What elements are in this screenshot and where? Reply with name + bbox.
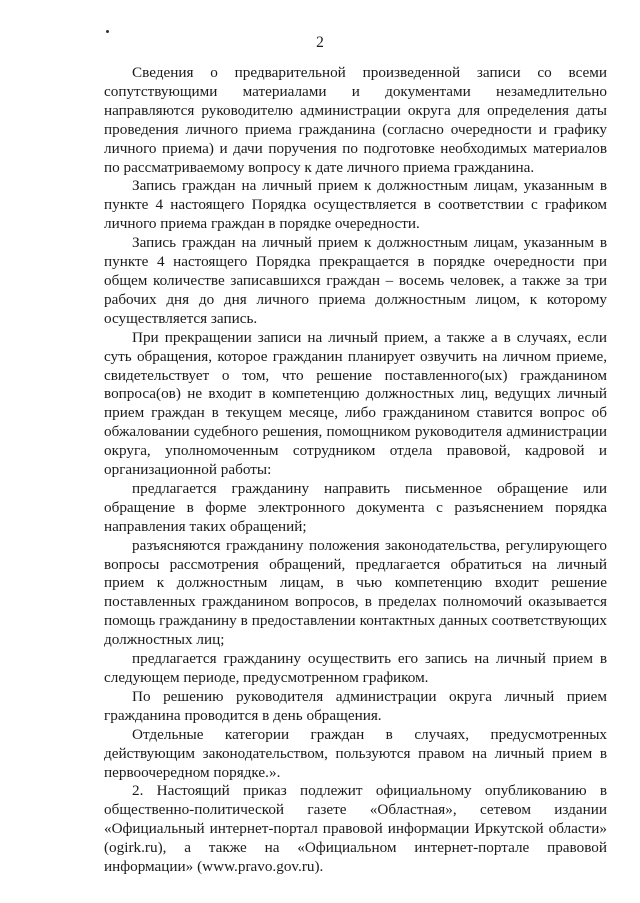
paragraph-next-period: предлагается гражданину осуществить его запись на личный прием в следующем периоде, предусмотренном графиком. — [104, 650, 607, 686]
paragraph-record-info: Сведения о предварительной произведенной записи со всеми сопутствующими материалами и документами незамедлительно направляются руководителю администрации округа для определения даты проведения личного приема гражданина (согласно очередности и графику личного приема) и дачи поручения по подготовке необходимых материалов по рассматриваемому вопросу к дате личного приема гражданина. — [104, 64, 607, 176]
paragraph-publication: 2. Настоящий приказ подлежит официальному опубликованию в общественно-политической газете «Областная», сетевом издании «Официальный интернет-портал правовой информации Иркутской области» (ogirk.ru), а также на «Официальном интернет-портале правовой информации» (www.pravo.gov.ru). — [104, 782, 607, 876]
paragraph-record-termination: Запись граждан на личный прием к должностным лицам, указанным в пункте 4 настоящего Порядка прекращается в порядке очередности при общем количестве записавшихся граждан – восемь человек, а также за три рабочих дня до дня личного приема должностным лицом, к которому осуществляется запись. — [104, 234, 607, 327]
paragraph-termination-cases: При прекращении записи на личный прием, а также а в случаях, если суть обращения, которое гражданин планирует озвучить на личном приеме, свидетельствует о том, что решение поставленного(ых) гражданином вопроса(ов) не входит в компетенцию должностных лиц, ведущих личный прием граждан в текущем месяце, либо гражданином ставится вопрос об обжаловании судебного решения, помощником руководителя администрации округа, уполномоченным сотрудником отдела правовой, кадровой и организационной работы: — [104, 328, 607, 479]
page-number: 2 — [316, 34, 324, 51]
paragraph-legislation-explained: разъясняются гражданину положения законодательства, регулирующего вопросы рассмотрения обращений, предлагается обратиться на личный прием к должностным лицам, в чью компетенцию входит решение поставленных гражданином вопросов, в пределах полномочий оказывается помощь гражданину в предоставлении контактных данных соответствующих должностных лиц; — [104, 536, 607, 649]
paragraph-priority-categories: Отдельные категории граждан в случаях, предусмотренных действующим законодательством, пользуются правом на личный прием в первоочередном порядке.». — [104, 725, 607, 781]
document-body — [104, 64, 607, 877]
paragraph-schedule-record: Запись граждан на личный прием к должностным лицам, указанным в пункте 4 настоящего Порядка осуществляется в соответствии с графиком личного приема граждан в порядке очередности. — [104, 177, 607, 233]
scan-speck — [106, 30, 109, 33]
paragraph-same-day-reception: По решению руководителя администрации округа личный прием гражданина проводится в день обращения. — [104, 687, 607, 724]
paragraph-written-appeal: предлагается гражданину направить письменное обращение или обращение в форме электронного документа с разъяснением порядка направления таких обращений; — [104, 479, 607, 535]
